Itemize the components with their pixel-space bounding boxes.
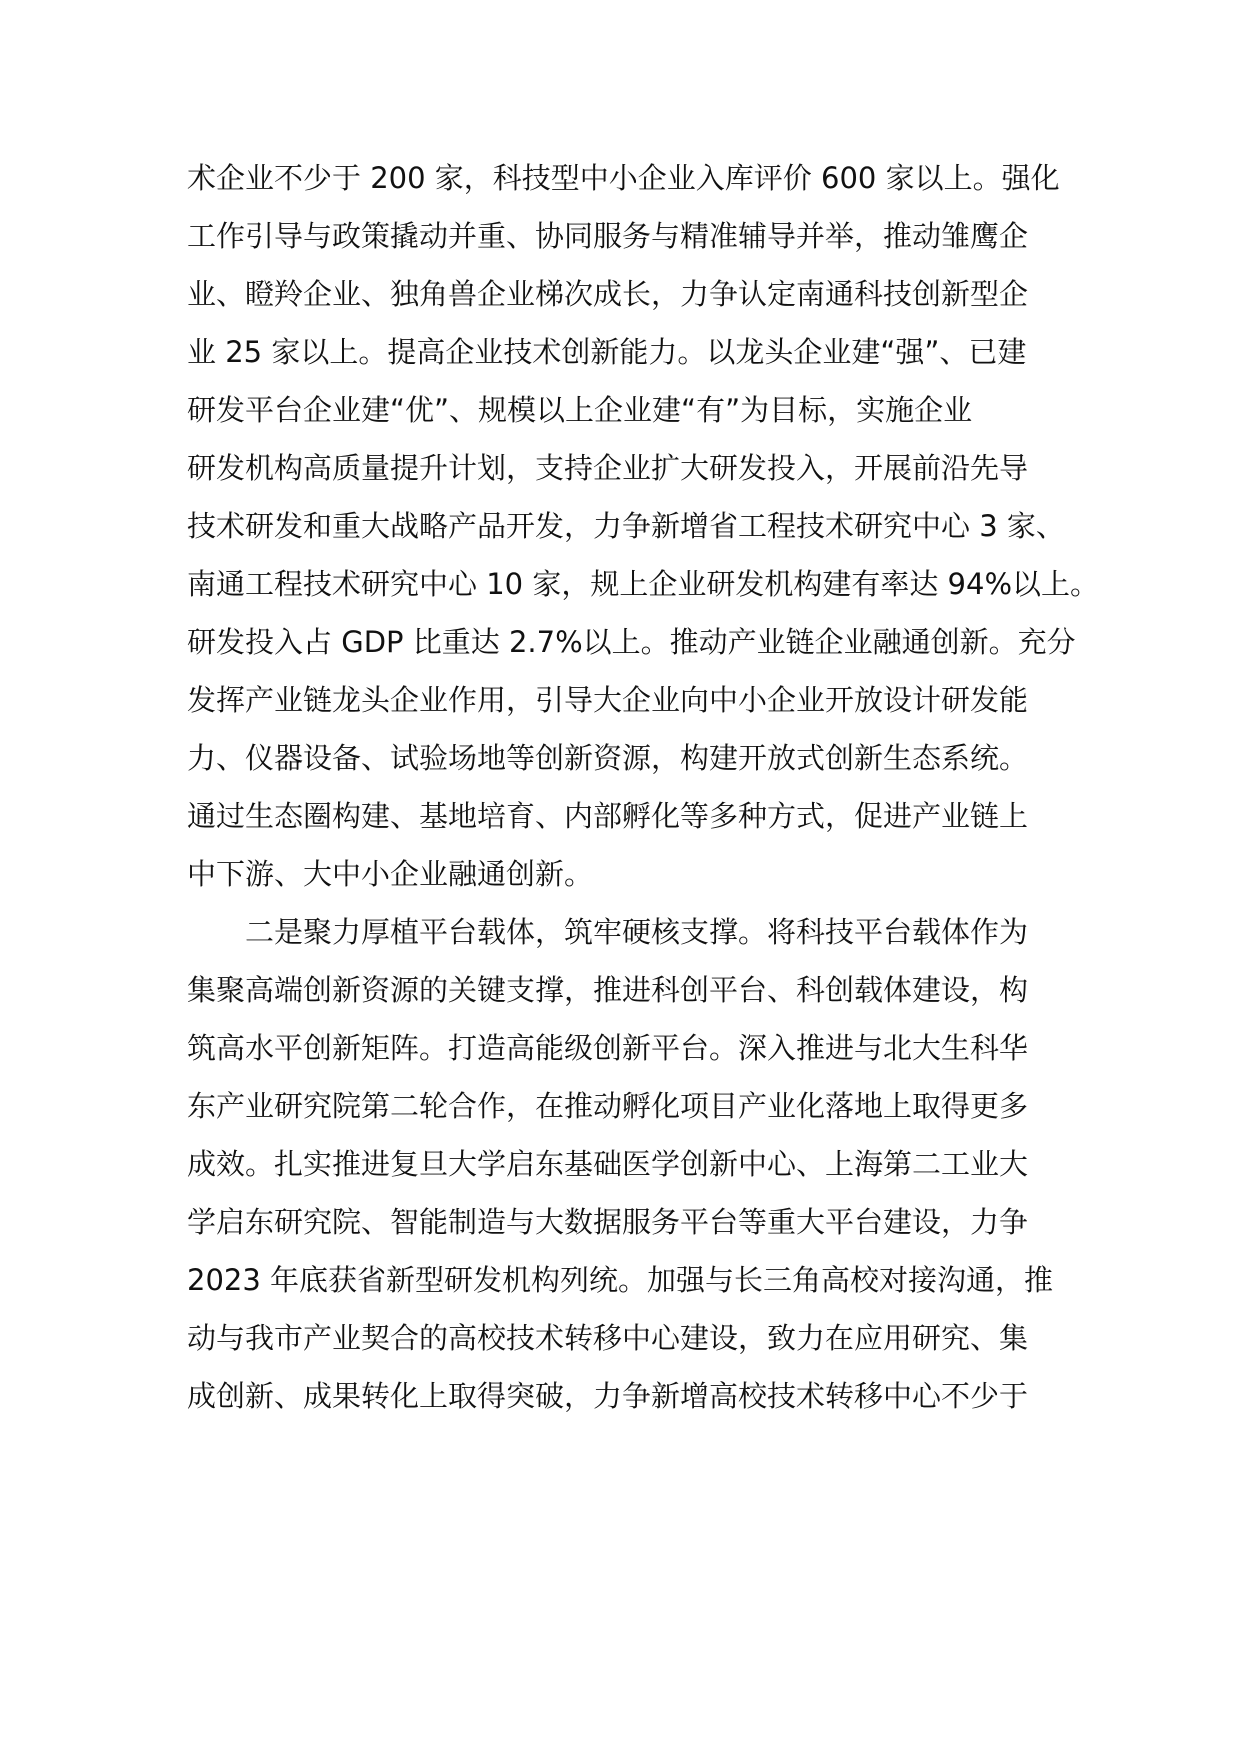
text-line: 工作引导与政策撬动并重、协同服务与精准辅导并举，推动雏鹰企 bbox=[187, 219, 1029, 253]
text-line: 南通工程技术研究中心 10 家，规上企业研发机构建有率达 94%以上。 bbox=[187, 567, 1100, 601]
text-line: 中下游、大中小企业融通创新。 bbox=[187, 857, 594, 891]
text-line: 动与我市产业契合的高校技术转移中心建设，致力在应用研究、集 bbox=[187, 1321, 1029, 1355]
text-line: 成创新、成果转化上取得突破，力争新增高校技术转移中心不少于 bbox=[187, 1379, 1029, 1413]
text-line: 力、仪器设备、试验场地等创新资源，构建开放式创新生态系统。 bbox=[187, 741, 1029, 775]
text-line: 术企业不少于 200 家，科技型中小企业入库评价 600 家以上。强化 bbox=[187, 161, 1060, 195]
text-line: 技术研发和重大战略产品开发，力争新增省工程技术研究中心 3 家、 bbox=[187, 509, 1065, 543]
text-line: 2023 年底获省新型研发机构列统。加强与长三角高校对接沟通，推 bbox=[187, 1263, 1054, 1297]
text-line: 业 25 家以上。提高企业技术创新能力。以龙头企业建“强”、已建 bbox=[187, 335, 1027, 369]
text-line: 成效。扎实推进复旦大学启东基础医学创新中心、上海第二工业大 bbox=[187, 1147, 1029, 1181]
text-line: 东产业研究院第二轮合作，在推动孵化项目产业化落地上取得更多 bbox=[187, 1089, 1029, 1123]
text-line: 研发投入占 GDP 比重达 2.7%以上。推动产业链企业融通创新。充分 bbox=[187, 625, 1076, 659]
text-line: 研发机构高质量提升计划，支持企业扩大研发投入，开展前沿先导 bbox=[187, 451, 1029, 485]
text-line: 研发平台企业建“优”、规模以上企业建“有”为目标，实施企业 bbox=[187, 393, 973, 427]
text-line: 发挥产业链龙头企业作用，引导大企业向中小企业开放设计研发能 bbox=[187, 683, 1029, 717]
text-line: 集聚高端创新资源的关键支撑，推进科创平台、科创载体建设，构 bbox=[187, 973, 1029, 1007]
text-line: 业、瞪羚企业、独角兽企业梯次成长，力争认定南通科技创新型企 bbox=[187, 277, 1029, 311]
paragraph-first-line: 二是聚力厚植平台载体，筑牢硬核支撑。将科技平台载体作为 bbox=[245, 915, 1029, 949]
text-line: 学启东研究院、智能制造与大数据服务平台等重大平台建设，力争 bbox=[187, 1205, 1029, 1239]
text-line: 筑高水平创新矩阵。打造高能级创新平台。深入推进与北大生科华 bbox=[187, 1031, 1029, 1065]
text-line: 通过生态圈构建、基地培育、内部孵化等多种方式，促进产业链上 bbox=[187, 799, 1029, 833]
